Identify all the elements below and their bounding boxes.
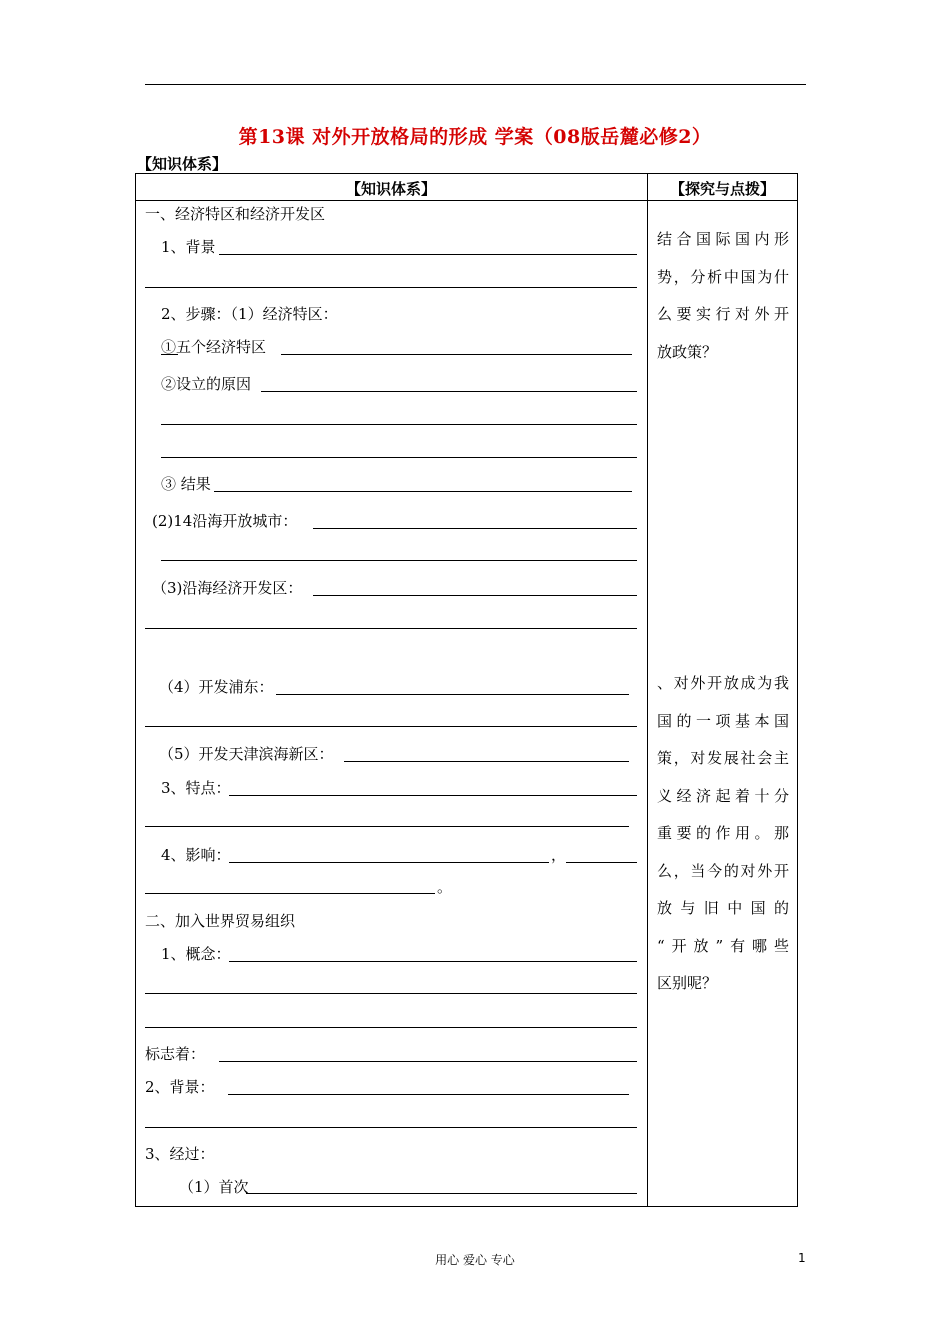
blank-line[interactable] (261, 391, 637, 392)
heading-special-zones: 一、经济特区和经济开发区 (145, 205, 326, 223)
blank-line[interactable] (228, 1094, 629, 1095)
period: 。 (437, 878, 453, 896)
question-line: 放政策？ (657, 342, 718, 361)
question-line: 义经济起着十分 (657, 786, 789, 805)
column-header-explore: 【探究与点拨】 (669, 180, 775, 198)
blank-line[interactable] (161, 424, 637, 425)
blank-line[interactable] (344, 761, 629, 762)
table-header-divider (135, 200, 798, 201)
blank-line[interactable] (145, 993, 637, 994)
table-column-divider (647, 173, 648, 1207)
blank-line[interactable] (145, 1127, 637, 1128)
blank-line[interactable] (246, 1193, 637, 1194)
label-14-cities: (2)14沿海开放城市： (152, 512, 298, 530)
blank-line[interactable] (229, 795, 637, 796)
blank-line[interactable] (145, 628, 637, 629)
label-result: ③ 结果 (161, 475, 211, 493)
label-background-2: 2、背景： (145, 1078, 215, 1096)
section-label: 【知识体系】 (137, 155, 228, 173)
label-reason: ②设立的原因 (161, 375, 252, 393)
blank-line[interactable] (145, 826, 629, 827)
blank-line[interactable] (281, 354, 632, 355)
label-features: 3、特点： (161, 779, 231, 797)
label-pudong: （4）开发浦东： (159, 678, 274, 696)
blank-line[interactable] (219, 254, 637, 255)
page-title: 第13课 对外开放格局的形成 学案（08版岳麓必修2） (238, 126, 712, 148)
blank-line[interactable] (566, 862, 637, 863)
question-line: 结合国际国内形 (657, 230, 789, 248)
question-line: 区别呢？ (657, 974, 718, 992)
label-tianjin: （5）开发天津滨海新区： (159, 745, 334, 763)
label-background: 1、背景 (161, 238, 216, 256)
question-line: 策，对发展社会主 (657, 749, 789, 767)
label-concept: 1、概念： (161, 945, 231, 963)
blank-line[interactable] (214, 491, 632, 492)
label-marks: 标志着： (145, 1045, 206, 1063)
comma: ， (551, 846, 567, 864)
label-process: 3、经过： (145, 1145, 215, 1163)
underline-mark (161, 354, 178, 355)
blank-line[interactable] (145, 1027, 637, 1028)
blank-line[interactable] (313, 528, 637, 529)
page-number: 1 (798, 1251, 806, 1265)
question-line: 势，分析中国为什 (657, 267, 789, 286)
blank-line[interactable] (219, 1061, 637, 1062)
explore-question-2 (657, 665, 789, 1003)
explore-question-1 (657, 221, 789, 371)
question-line: 么要实行对外开 (657, 305, 789, 323)
question-line: 么，当今的对外开 (657, 861, 789, 880)
blank-line[interactable] (145, 726, 637, 727)
blank-line[interactable] (145, 287, 637, 288)
label-coastal-zones: （3)沿海经济开发区： (152, 579, 303, 597)
blank-line[interactable] (276, 694, 629, 695)
heading-wto: 二、加入世界贸易组织 (145, 912, 296, 930)
header-rule (145, 84, 806, 85)
label-steps: 2、步骤：（1）经济特区： (161, 305, 338, 323)
blank-line[interactable] (161, 560, 637, 561)
label-five-zones: ①五个经济特区 (161, 338, 267, 356)
blank-line[interactable] (229, 961, 637, 962)
column-header-knowledge: 【知识体系】 (345, 180, 436, 198)
label-effects: 4、影响： (161, 846, 231, 864)
blank-line[interactable] (229, 862, 549, 863)
blank-line[interactable] (145, 893, 435, 894)
footer-motto: 用心 爱心 专心 (435, 1253, 515, 1267)
question-line: “开放”有哪些 (657, 936, 789, 955)
label-first: （1）首次 (179, 1178, 249, 1196)
question-line: 放与旧中国的 (657, 899, 789, 917)
question-line: 、对外开放成为我 (657, 674, 789, 692)
blank-line[interactable] (161, 457, 637, 458)
blank-line[interactable] (313, 595, 637, 596)
question-line: 国的一项基本国 (657, 711, 789, 730)
question-line: 重要的作用。那 (657, 824, 789, 842)
